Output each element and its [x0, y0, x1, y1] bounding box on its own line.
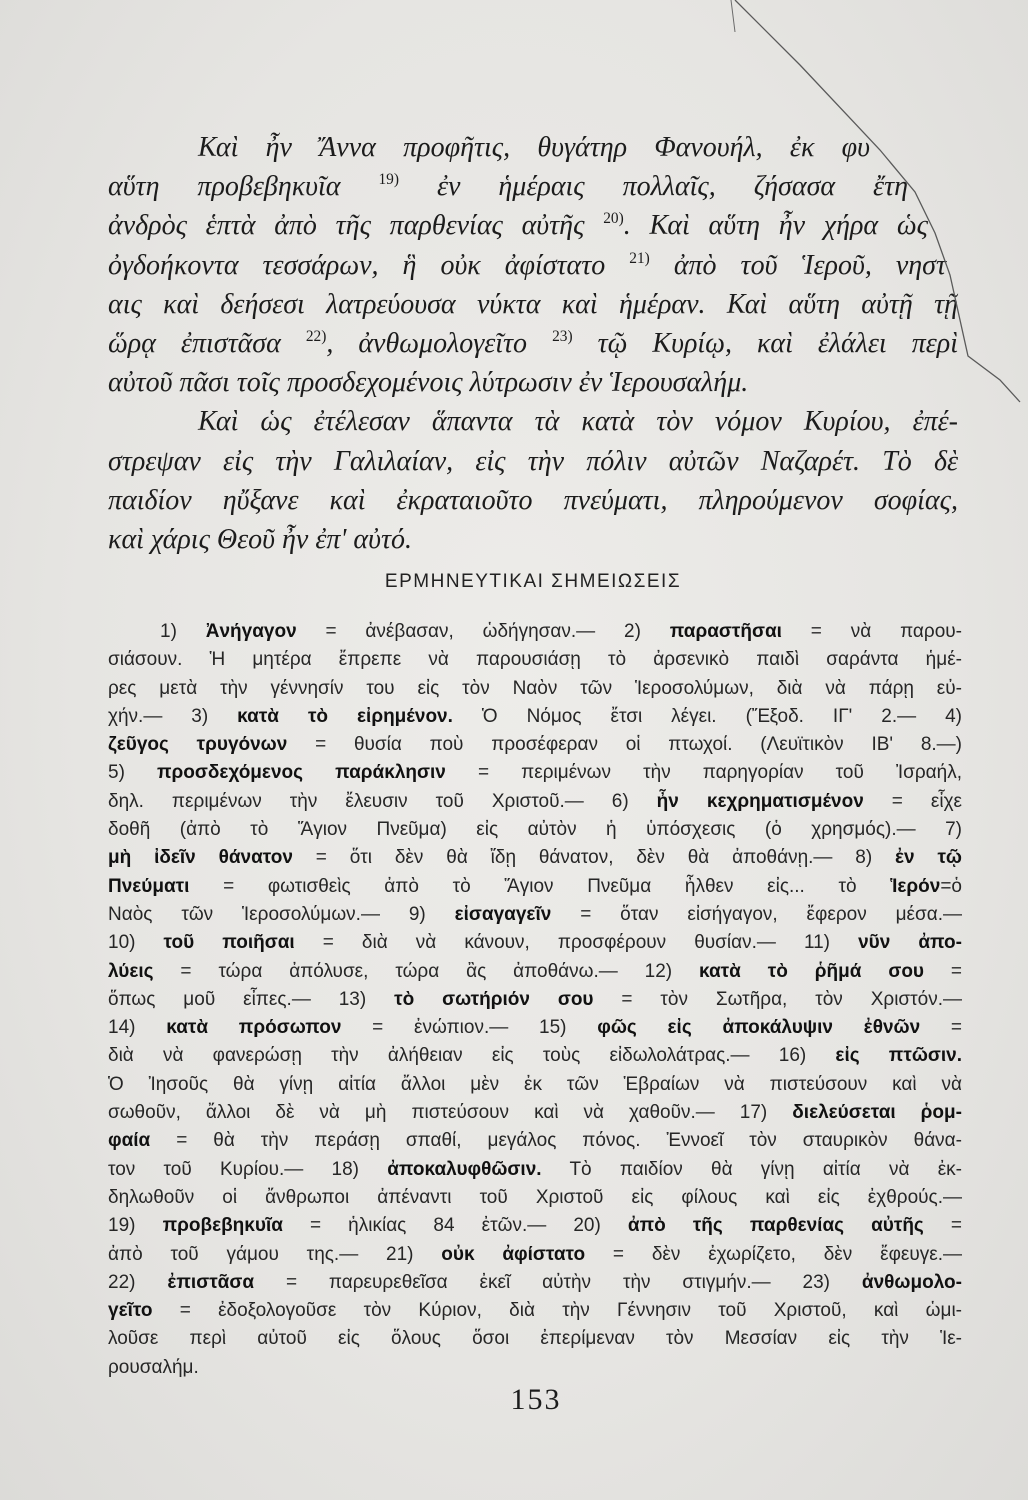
- text-run: =: [920, 1017, 963, 1039]
- note-term: παραστῆσαι: [669, 621, 782, 642]
- notes-line: [108, 1269, 962, 1297]
- notes-line: [108, 844, 962, 872]
- note-term: φαία: [108, 1130, 151, 1152]
- text-run: καὶ χάρις Θεοῦ ἦν ἐπ' αὐτό.: [108, 524, 412, 556]
- passage-line: [108, 246, 958, 285]
- text-run: Ναὸς τῶν Ἱεροσολύμων.— 9): [108, 903, 455, 925]
- passage-line: [108, 481, 958, 520]
- text-run: χήν.— 3): [108, 705, 238, 727]
- note-term: Ἱερόν: [890, 875, 941, 897]
- notes-line: [108, 703, 962, 731]
- notes-line: [108, 901, 962, 929]
- footnote-ref: 19): [378, 171, 399, 189]
- text-run: ρες μετὰ τὴν γέννησίν του εἰς τὸν Ναὸν τῶν Ἱεροσολύμων, διὰ νὰ πάρῃ εὐ-: [108, 677, 962, 699]
- text-run: παιδίον ηὔξανε καὶ ἐκραταιοῦτο πνεύματι, πληρούμενον σοφίας,: [108, 484, 958, 516]
- text-run: ὅπως μοῦ εἶπες.— 13): [108, 988, 395, 1010]
- note-term: εἰσαγαγεῖν: [454, 903, 552, 925]
- note-term: τὸ σωτήριόν σου: [394, 988, 594, 1010]
- notes-line: [108, 1325, 962, 1353]
- text-run: =: [923, 1215, 962, 1237]
- notes-line: [108, 618, 962, 646]
- text-run: = περιμένων τὴν παρηγορίαν τοῦ Ἰσραήλ,: [445, 762, 962, 784]
- notes-line: [108, 958, 962, 986]
- footnote-ref: 22): [305, 328, 327, 346]
- page-number: 153: [510, 1383, 562, 1416]
- note-term: Πνεύματι: [108, 875, 190, 897]
- passage-line: [108, 167, 958, 206]
- text-run: λοῦσε περὶ αὐτοῦ εἰς ὅλους ὅσοι ἐπερίμεναν τὸν Μεσσίαν εἰς τὴν Ἱε-: [108, 1328, 962, 1350]
- scripture-passage: [108, 128, 958, 559]
- text-run: =: [924, 960, 963, 982]
- notes-line: [108, 731, 962, 759]
- text-run: 14): [108, 1017, 167, 1039]
- notes-line: [108, 1184, 962, 1212]
- note-term: ἦν κεχρηματισμένον: [656, 790, 864, 812]
- note-term: τοῦ ποιῆσαι: [163, 932, 295, 954]
- text-run: = ἐδοξολογοῦσε τὸν Κύριον, διὰ τὴν Γέννησιν τοῦ Χριστοῦ, καὶ ὡμι-: [152, 1300, 962, 1322]
- notes-line: [108, 1071, 962, 1099]
- text-run: = τὸν Σωτῆρα, τὸν Χριστόν.—: [593, 988, 962, 1010]
- text-run: ἀπὸ τοῦ Ἱεροῦ, νηστ: [649, 249, 946, 281]
- text-run: = ὅταν εἰσήγαγον, ἔφερον μέσα.—: [551, 903, 962, 925]
- text-run: ἀνδρὸς ἑπτὰ ἀπὸ τῆς παρθενίας αὐτῆς: [108, 210, 604, 242]
- passage-paragraph: [108, 402, 958, 559]
- text-run: Καὶ ὡς ἐτέλεσαν ἅπαντα τὰ κατὰ τὸν νόμον Κυρίου, ἐπέ-: [198, 406, 958, 438]
- notes-paragraph: [108, 618, 962, 1382]
- text-run: = εἶχε: [863, 790, 963, 812]
- footnote-ref: 20): [603, 210, 624, 228]
- text-run: 10): [108, 932, 164, 954]
- text-run: Τὸ παιδίον θὰ γίνῃ αἰτία νὰ ἐκ-: [541, 1158, 962, 1180]
- notes-line: [108, 1042, 962, 1070]
- note-term: νῦν ἀπο-: [858, 932, 962, 954]
- note-term: εἰς πτῶσιν.: [835, 1045, 962, 1067]
- text-run: ἀπὸ τοῦ γάμου της.— 21): [108, 1243, 442, 1265]
- text-run: δοθῆ (ἀπὸ τὸ Ἅγιον Πνεῦμα) εἰς αὐτὸν ἡ ὑπόσχεσις (ὁ χρησμός).— 7): [108, 819, 962, 841]
- text-run: = ἡλικίας 84 ἐτῶν.— 20): [282, 1215, 628, 1237]
- note-term: ἀνθωμολο-: [861, 1271, 962, 1293]
- passage-line: [108, 324, 958, 363]
- text-run: 1): [160, 621, 206, 642]
- notes-line: [108, 1014, 962, 1042]
- note-term: οὐκ ἀφίστατο: [441, 1243, 586, 1265]
- footnote-ref: 21): [629, 249, 650, 267]
- text-run: = θυσία ποὺ προσέφεραν οἱ πτωχοί. (Λευϊτικὸν ΙΒ' 8.—): [287, 734, 962, 756]
- notes-line: [108, 873, 962, 901]
- text-run: σιάσουν. Ἡ μητέρα ἔπρεπε νὰ παρουσιάσῃ τὸ ἀρσενικὸ παιδὶ σαράντα ἡμέ-: [108, 649, 962, 671]
- note-term: ἀποκαλυφθῶσιν.: [387, 1158, 542, 1180]
- footnote-ref: 23): [552, 328, 573, 346]
- notes-line: [108, 1127, 962, 1155]
- notes-line: [108, 1212, 962, 1240]
- text-run: =ὁ: [940, 875, 962, 897]
- text-run: = ἐνώπιον.— 15): [341, 1017, 598, 1039]
- passage-line: [108, 206, 958, 245]
- text-run: 22): [108, 1271, 168, 1293]
- notes-line: [108, 1099, 962, 1127]
- notes-line: [108, 1241, 962, 1269]
- text-run: ὥρᾳ ἐπιστᾶσα: [108, 328, 306, 360]
- note-term: κατὰ πρόσωπον: [166, 1017, 342, 1039]
- note-term: προσδεχόμενος παράκλησιν: [157, 762, 446, 784]
- notes-heading: ΕΡΜΗΝΕΥΤΙΚΑΙ ΣΗΜΕΙΩΣΕΙΣ: [384, 571, 682, 592]
- note-term: ἐν τῷ: [895, 847, 962, 869]
- text-run: δηλωθοῦν οἱ ἄνθρωποι ἀπέναντι τοῦ Χριστοῦ εἰς φίλους καὶ εἰς ἐχθρούς.—: [108, 1186, 962, 1208]
- passage-paragraph: [108, 128, 958, 402]
- explanatory-notes: [108, 618, 962, 1382]
- text-run: = παρευρεθεῖσα ἐκεῖ αὐτὴν τὴν στιγμήν.— 23): [254, 1271, 862, 1293]
- text-run: Ὁ Νόμος ἔτσι λέγει. (Ἔξοδ. ΙΓ' 2.— 4): [452, 705, 962, 727]
- text-run: αὕτη προβεβηκυῖα: [108, 171, 379, 203]
- note-term: προβεβηκυῖα: [162, 1215, 283, 1237]
- notes-line: [108, 929, 962, 957]
- text-run: σωθοῦν, ἄλλοι δὲ νὰ μὴ πιστεύσουν καὶ νὰ χαθοῦν.— 17): [108, 1102, 793, 1124]
- notes-line: [108, 1297, 962, 1325]
- text-run: = θὰ τὴν περάσῃ σπαθί, μεγάλος πόνος. Ἐννοεῖ τὸν σταυρικὸν θάνα-: [150, 1130, 962, 1152]
- notes-line: [108, 1354, 962, 1382]
- notes-line: [108, 759, 962, 787]
- text-run: = τώρα ἀπόλυσε, τώρα ἂς ἀποθάνω.— 12): [153, 960, 700, 982]
- passage-line: [108, 128, 958, 167]
- notes-line: [108, 675, 962, 703]
- text-run: , ἀνθωμολογεῖτο: [326, 328, 553, 360]
- text-run: διὰ νὰ φανερώσῃ τὴν ἀλήθειαν εἰς τοὺς εἰδωλολάτρας.— 16): [108, 1045, 836, 1067]
- notes-line: [108, 646, 962, 674]
- text-run: ρουσαλήμ.: [108, 1356, 199, 1378]
- notes-line: [108, 816, 962, 844]
- passage-line: [108, 520, 958, 559]
- note-term: κατὰ τὸ εἰρημένον.: [237, 705, 453, 727]
- text-run: τῷ Κυρίῳ, καὶ ἐλάλει περὶ: [572, 328, 958, 360]
- note-term: γεῖτο: [108, 1300, 153, 1322]
- note-term: ἐπιστᾶσα: [167, 1271, 255, 1293]
- passage-line: [108, 402, 958, 441]
- notes-line: [108, 1156, 962, 1184]
- text-run: = νὰ παρου-: [781, 621, 962, 642]
- text-run: = ὅτι δὲν θὰ ἴδῃ θάνατον, δὲν θὰ ἀποθάνῃ.— 8): [292, 847, 896, 869]
- note-term: Ἀνήγαγον: [205, 621, 297, 642]
- notes-line: [108, 986, 962, 1014]
- note-term: διελεύσεται ῥομ-: [792, 1102, 962, 1124]
- passage-line: [108, 363, 958, 402]
- text-run: αὐτοῦ πᾶσι τοῖς προσδεχομένοις λύτρωσιν ἐν Ἱερουσαλήμ.: [108, 367, 749, 399]
- text-run: 5): [108, 762, 157, 784]
- text-run: = ἀνέβασαν, ὡδήγησαν.— 2): [296, 621, 670, 642]
- note-term: ζεῦγος τρυγόνων: [108, 734, 288, 756]
- text-run: αις καὶ δεήσεσι λατρεύουσα νύκτα καὶ ἡμέραν. Καὶ αὕτη αὐτῇ τῇ: [108, 288, 958, 320]
- note-term: κατὰ τὸ ῥῆμά σου: [699, 960, 924, 982]
- text-run: ὀγδοήκοντα τεσσάρων, ἣ οὐκ ἀφίστατο: [108, 249, 630, 281]
- text-run: ἐν ἡμέραις πολλαῖς, ζήσασα ἔτη: [399, 171, 908, 203]
- text-run: τον τοῦ Κυρίου.— 18): [108, 1158, 388, 1180]
- text-run: . Καὶ αὕτη ἦν χήρα ὡς: [623, 210, 928, 242]
- notes-line: [108, 788, 962, 816]
- passage-line: [108, 285, 958, 324]
- text-run: Ὁ Ἰησοῦς θὰ γίνῃ αἰτία ἄλλοι μὲν ἐκ τῶν Ἑβραίων νὰ πιστεύσουν καὶ νὰ: [108, 1073, 962, 1095]
- text-run: 19): [108, 1215, 163, 1237]
- text-run: στρεψαν εἰς τὴν Γαλιλαίαν, εἰς τὴν πόλιν αὐτῶν Ναζαρέτ. Τὸ δὲ: [108, 445, 958, 477]
- text-run: Καὶ ἦν Ἄννα προφῆτις, θυγάτηρ Φανουήλ, ἐκ φυ: [198, 132, 870, 163]
- text-run: = δὲν ἐχωρίζετο, δὲν ἔφευγε.—: [585, 1243, 962, 1265]
- note-term: λύεις: [108, 960, 154, 982]
- passage-line: [108, 442, 958, 481]
- text-run: = φωτισθεὶς ἀπὸ τὸ Ἅγιον Πνεῦμα ἦλθεν εἰς... τὸ: [189, 875, 891, 897]
- note-term: φῶς εἰς ἀποκάλυψιν ἐθνῶν: [597, 1017, 921, 1039]
- note-term: ἀπὸ τῆς παρθενίας αὐτῆς: [627, 1215, 924, 1237]
- text-run: δηλ. περιμένων τὴν ἔλευσιν τοῦ Χριστοῦ.— 6): [108, 790, 657, 812]
- note-term: μὴ ἰδεῖν θάνατον: [108, 847, 293, 869]
- text-run: = διὰ νὰ κάνουν, προσφέρουν θυσίαν.— 11): [294, 932, 859, 954]
